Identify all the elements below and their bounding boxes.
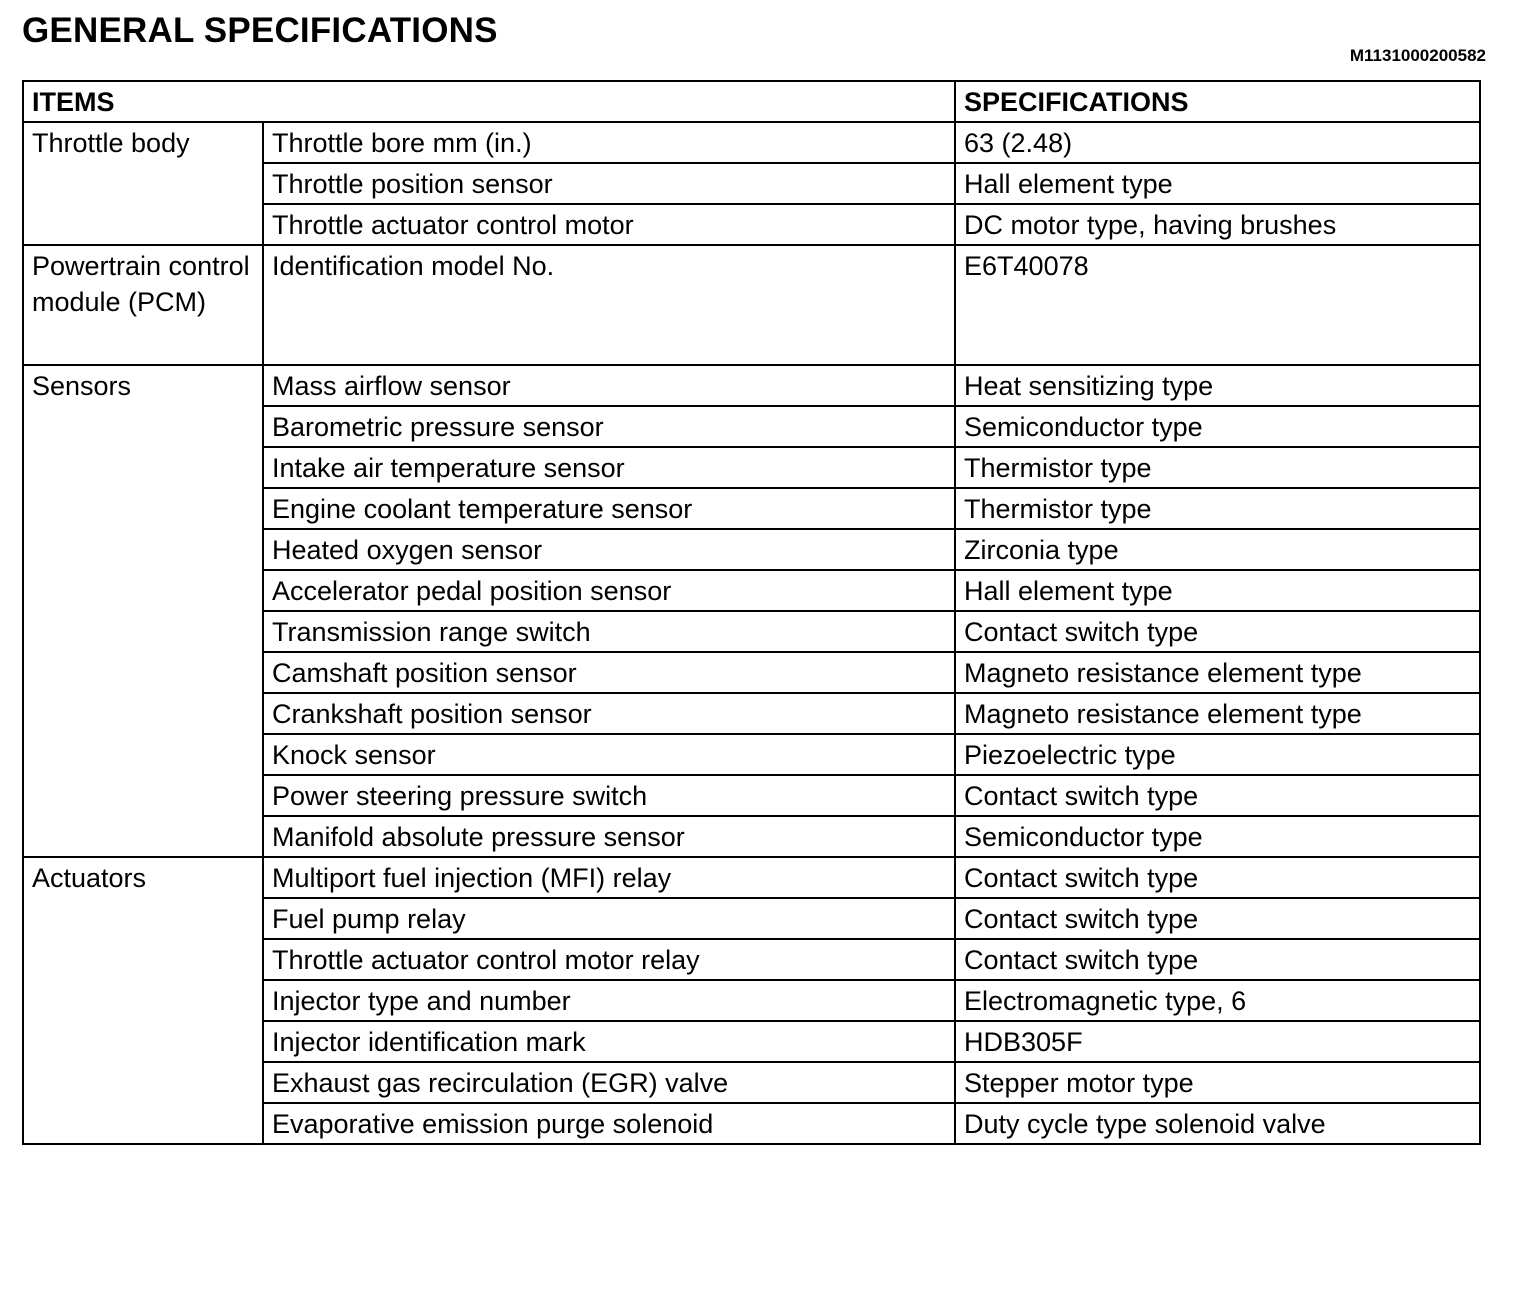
item-cell: Mass airflow sensor — [263, 365, 955, 406]
item-cell: Throttle bore mm (in.) — [263, 122, 955, 163]
spec-cell: Semiconductor type — [955, 816, 1480, 857]
table-row — [23, 857, 1480, 898]
header-items: ITEMS — [23, 81, 955, 122]
item-cell: Engine coolant temperature sensor — [263, 488, 955, 529]
item-cell: Throttle position sensor — [263, 163, 955, 204]
group-cell: Powertrain control module (PCM) — [23, 245, 263, 365]
spec-cell: Thermistor type — [955, 447, 1480, 488]
item-cell: Accelerator pedal position sensor — [263, 570, 955, 611]
spec-cell: 63 (2.48) — [955, 122, 1480, 163]
document-id: M1131000200582 — [1349, 46, 1486, 65]
item-cell: Throttle actuator control motor — [263, 204, 955, 245]
spec-cell: E6T40078 — [955, 245, 1480, 365]
spec-cell: Electromagnetic type, 6 — [955, 980, 1480, 1021]
header-specifications: SPECIFICATIONS — [955, 81, 1480, 122]
spec-cell: Magneto resistance element type — [955, 652, 1480, 693]
item-cell: Intake air temperature sensor — [263, 447, 955, 488]
spec-cell: Contact switch type — [955, 939, 1480, 980]
item-cell: Injector identification mark — [263, 1021, 955, 1062]
item-cell: Throttle actuator control motor relay — [263, 939, 955, 980]
spec-cell: Hall element type — [955, 163, 1480, 204]
spec-cell: Heat sensitizing type — [955, 365, 1480, 406]
spec-cell: Contact switch type — [955, 775, 1480, 816]
item-cell: Knock sensor — [263, 734, 955, 775]
spec-cell: Semiconductor type — [955, 406, 1480, 447]
table-body — [23, 122, 1480, 1144]
specifications-table — [22, 80, 1481, 1145]
spec-cell: Zirconia type — [955, 529, 1480, 570]
table-header-row — [23, 81, 1480, 122]
spec-cell: Stepper motor type — [955, 1062, 1480, 1103]
spec-cell: Contact switch type — [955, 898, 1480, 939]
item-cell: Crankshaft position sensor — [263, 693, 955, 734]
spec-cell: Contact switch type — [955, 857, 1480, 898]
table-row — [23, 122, 1480, 163]
spec-cell: Piezoelectric type — [955, 734, 1480, 775]
item-cell: Barometric pressure sensor — [263, 406, 955, 447]
spec-cell: DC motor type, having brushes — [955, 204, 1480, 245]
item-cell: Fuel pump relay — [263, 898, 955, 939]
spec-cell: Hall element type — [955, 570, 1480, 611]
item-cell: Evaporative emission purge solenoid — [263, 1103, 955, 1144]
item-cell: Exhaust gas recirculation (EGR) valve — [263, 1062, 955, 1103]
table-row — [23, 245, 1480, 365]
group-cell: Throttle body — [23, 122, 263, 245]
table-row — [23, 365, 1480, 406]
item-cell: Multiport fuel injection (MFI) relay — [263, 857, 955, 898]
item-cell: Heated oxygen sensor — [263, 529, 955, 570]
spec-cell: Magneto resistance element type — [955, 693, 1480, 734]
group-cell: Actuators — [23, 857, 263, 1144]
item-cell: Identification model No. — [263, 245, 955, 365]
spec-cell: HDB305F — [955, 1021, 1480, 1062]
item-cell: Manifold absolute pressure sensor — [263, 816, 955, 857]
page-title: GENERAL SPECIFICATIONS — [22, 11, 498, 50]
spec-cell: Thermistor type — [955, 488, 1480, 529]
item-cell: Camshaft position sensor — [263, 652, 955, 693]
item-cell: Transmission range switch — [263, 611, 955, 652]
spec-cell: Contact switch type — [955, 611, 1480, 652]
item-cell: Injector type and number — [263, 980, 955, 1021]
item-cell: Power steering pressure switch — [263, 775, 955, 816]
group-cell: Sensors — [23, 365, 263, 857]
spec-cell: Duty cycle type solenoid valve — [955, 1103, 1480, 1144]
